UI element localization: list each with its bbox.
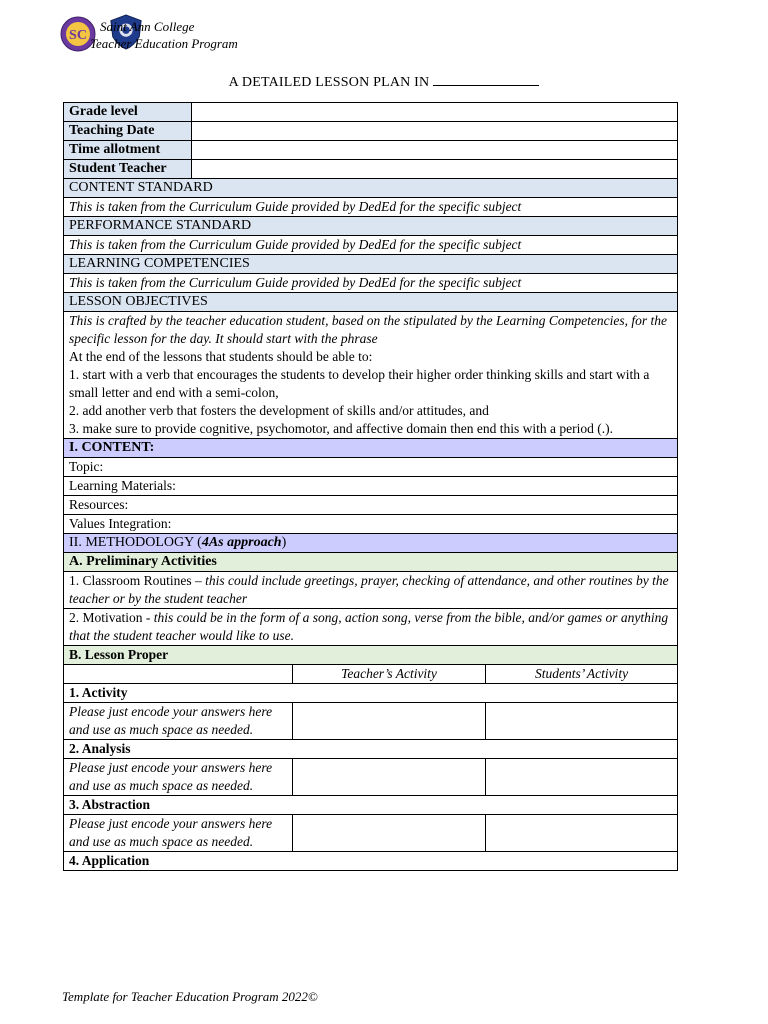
content-standard-heading: CONTENT STANDARD bbox=[64, 179, 678, 198]
objective-item-1: 1. start with a verb that encourages the students to develop their higher order thinking skills and start with a small letter and end with a semi-colon, bbox=[69, 367, 650, 400]
methodology-close: ) bbox=[281, 535, 287, 550]
content-values[interactable]: Values Integration: bbox=[64, 515, 678, 534]
motivation[interactable] bbox=[64, 609, 678, 646]
page-title bbox=[0, 73, 768, 91]
performance-standard-note[interactable]: This is taken from the Curriculum Guide provided by DedEd for the specific subject bbox=[64, 236, 678, 255]
lesson-objectives-body[interactable] bbox=[64, 312, 678, 439]
objective-item-3: 3. make sure to provide cognitive, psychomotor, and affective domain then end this with a period (.). bbox=[69, 421, 613, 436]
activity-students-cell[interactable] bbox=[486, 703, 678, 740]
learning-competencies-note[interactable]: This is taken from the Curriculum Guide provided by DedEd for the specific subject bbox=[64, 274, 678, 293]
learning-competencies-heading: LEARNING COMPETENCIES bbox=[64, 255, 678, 274]
info-value[interactable] bbox=[192, 141, 678, 160]
activity-heading: 1. Activity bbox=[64, 684, 678, 703]
abstraction-students-cell[interactable] bbox=[486, 815, 678, 852]
objective-item-2: 2. add another verb that fosters the development of skills and/or attitudes, and bbox=[69, 403, 489, 418]
school-line-1: Saint Ann College bbox=[100, 19, 195, 34]
info-row bbox=[64, 141, 678, 160]
methodology-heading-text: II. METHODOLOGY ( bbox=[69, 535, 202, 550]
lesson-plan-table bbox=[63, 102, 678, 871]
svg-text:SC: SC bbox=[69, 28, 87, 43]
info-label: Student Teacher bbox=[64, 160, 192, 179]
info-row bbox=[64, 103, 678, 122]
abstraction-heading: 3. Abstraction bbox=[64, 796, 678, 815]
activity-teacher-cell[interactable] bbox=[293, 703, 486, 740]
info-row bbox=[64, 160, 678, 179]
abstraction-note: Please just encode your answers here and use as much space as needed. bbox=[64, 815, 293, 852]
content-standard-note[interactable]: This is taken from the Curriculum Guide provided by DedEd for the specific subject bbox=[64, 198, 678, 217]
analysis-heading: 2. Analysis bbox=[64, 740, 678, 759]
content-resources[interactable]: Resources: bbox=[64, 496, 678, 515]
objectives-intro: At the end of the lessons that students should be able to: bbox=[69, 349, 373, 364]
info-row bbox=[64, 122, 678, 141]
analysis-note: Please just encode your answers here and use as much space as needed. bbox=[64, 759, 293, 796]
methodology-heading bbox=[64, 534, 678, 553]
lesson-proper-blank-header bbox=[64, 665, 293, 684]
footer: Template for Teacher Education Program 2022© bbox=[62, 989, 318, 1004]
performance-standard-heading: PERFORMANCE STANDARD bbox=[64, 217, 678, 236]
application-heading: 4. Application bbox=[64, 852, 678, 871]
title-text: A DETAILED LESSON PLAN IN bbox=[228, 75, 430, 90]
methodology-approach: 4As approach bbox=[201, 535, 282, 550]
content-heading: I. CONTENT: bbox=[64, 439, 678, 458]
content-topic[interactable]: Topic: bbox=[64, 458, 678, 477]
analysis-teacher-cell[interactable] bbox=[293, 759, 486, 796]
motivation-label: 2. Motivation - bbox=[69, 610, 151, 625]
classroom-routines[interactable] bbox=[64, 572, 678, 609]
routines-label: 1. Classroom Routines – bbox=[69, 573, 202, 588]
activity-note: Please just encode your answers here and use as much space as needed. bbox=[64, 703, 293, 740]
subject-blank bbox=[433, 73, 539, 86]
info-value[interactable] bbox=[192, 103, 678, 122]
routines-note: this could include greetings, prayer, checking of attendance, and other routines by the teacher or by the student teacher bbox=[69, 573, 669, 606]
info-label: Time allotment bbox=[64, 141, 192, 160]
school-name bbox=[90, 18, 238, 52]
school-line-2: Teacher Education Program bbox=[90, 36, 238, 51]
analysis-students-cell[interactable] bbox=[486, 759, 678, 796]
abstraction-teacher-cell[interactable] bbox=[293, 815, 486, 852]
info-label: Grade level bbox=[64, 103, 192, 122]
students-activity-header: Students’ Activity bbox=[486, 665, 678, 684]
info-value[interactable] bbox=[192, 122, 678, 141]
preliminary-heading: A. Preliminary Activities bbox=[64, 553, 678, 572]
header bbox=[60, 14, 280, 58]
lesson-proper-heading: B. Lesson Proper bbox=[64, 646, 678, 665]
content-materials[interactable]: Learning Materials: bbox=[64, 477, 678, 496]
info-label: Teaching Date bbox=[64, 122, 192, 141]
teacher-activity-header: Teacher’s Activity bbox=[293, 665, 486, 684]
info-value[interactable] bbox=[192, 160, 678, 179]
objectives-note: This is crafted by the teacher education student, based on the stipulated by the Learning Competencies, for the specific lesson for the day. It should start with the phrase bbox=[69, 313, 668, 346]
lesson-objectives-heading: LESSON OBJECTIVES bbox=[64, 293, 678, 312]
motivation-note: this could be in the form of a song, action song, verse from the bible, and/or games or anything that the student teacher would like to use. bbox=[69, 610, 669, 643]
